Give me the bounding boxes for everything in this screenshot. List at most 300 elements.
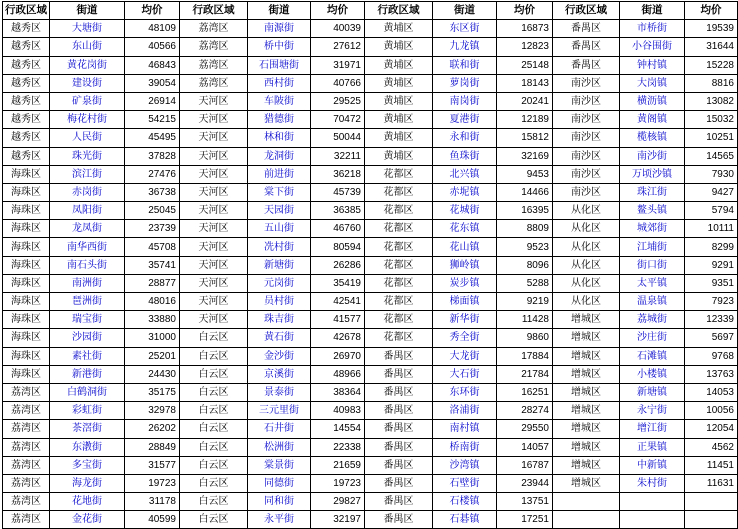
price-cell[interactable]: 14057 [497,438,553,456]
district-cell[interactable]: 海珠区 [3,202,50,220]
price-cell[interactable]: 15228 [685,56,738,74]
district-cell[interactable]: 增城区 [553,402,620,420]
district-cell[interactable]: 荔湾区 [3,402,50,420]
price-cell[interactable]: 45495 [125,129,180,147]
price-cell[interactable]: 31577 [125,456,180,474]
district-cell[interactable]: 花都区 [365,293,433,311]
price-cell[interactable]: 16787 [497,456,553,474]
district-cell[interactable]: 越秀区 [3,38,50,56]
street-cell[interactable]: 猎德街 [248,111,311,129]
price-cell[interactable]: 27612 [311,38,365,56]
street-cell[interactable]: 赤岗街 [50,183,125,201]
street-cell[interactable]: 新港街 [50,365,125,383]
street-cell[interactable]: 彩虹街 [50,402,125,420]
district-cell[interactable]: 越秀区 [3,111,50,129]
district-cell[interactable]: 从化区 [553,293,620,311]
street-cell[interactable]: 大龙街 [433,347,497,365]
street-cell[interactable]: 棠下街 [248,183,311,201]
street-cell[interactable]: 五山街 [248,220,311,238]
price-cell[interactable]: 7923 [685,293,738,311]
district-cell[interactable]: 从化区 [553,202,620,220]
district-cell[interactable]: 增城区 [553,383,620,401]
price-cell[interactable]: 13763 [685,365,738,383]
district-cell[interactable]: 花都区 [365,311,433,329]
district-cell[interactable]: 番禺区 [365,456,433,474]
price-cell[interactable]: 10111 [685,220,738,238]
street-cell[interactable]: 新塘镇 [620,383,685,401]
street-cell[interactable]: 海龙街 [50,474,125,492]
price-cell[interactable]: 54215 [125,111,180,129]
district-cell[interactable]: 越秀区 [3,74,50,92]
district-cell[interactable]: 荔湾区 [180,74,248,92]
district-cell[interactable]: 花都区 [365,238,433,256]
street-cell[interactable]: 秀全街 [433,329,497,347]
street-cell[interactable]: 花地街 [50,493,125,511]
price-cell[interactable]: 31000 [125,329,180,347]
district-cell[interactable]: 天河区 [180,293,248,311]
district-cell[interactable]: 白云区 [180,347,248,365]
price-cell[interactable]: 11451 [685,456,738,474]
price-cell[interactable]: 31971 [311,56,365,74]
street-cell[interactable]: 石滩镇 [620,347,685,365]
street-cell[interactable]: 北兴镇 [433,165,497,183]
street-cell[interactable]: 江埔街 [620,238,685,256]
district-cell[interactable]: 海珠区 [3,256,50,274]
price-cell[interactable]: 25201 [125,347,180,365]
column-header[interactable]: 行政区域 [365,2,433,20]
street-cell[interactable]: 元岗街 [248,274,311,292]
district-cell[interactable]: 越秀区 [3,129,50,147]
district-cell[interactable]: 白云区 [180,329,248,347]
street-cell[interactable]: 珠吉街 [248,311,311,329]
district-cell[interactable]: 白云区 [180,420,248,438]
district-cell[interactable]: 番禺区 [553,38,620,56]
street-cell[interactable]: 矿泉街 [50,92,125,110]
district-cell[interactable] [553,493,620,511]
district-cell[interactable]: 花都区 [365,256,433,274]
street-cell[interactable] [620,511,685,529]
price-cell[interactable]: 48966 [311,365,365,383]
price-cell[interactable]: 9351 [685,274,738,292]
district-cell[interactable]: 从化区 [553,274,620,292]
street-cell[interactable]: 新塘街 [248,256,311,274]
street-cell[interactable]: 石楼镇 [433,493,497,511]
district-cell[interactable]: 南沙区 [553,111,620,129]
price-cell[interactable]: 9219 [497,293,553,311]
street-cell[interactable]: 金沙街 [248,347,311,365]
price-cell[interactable]: 42678 [311,329,365,347]
street-cell[interactable]: 朱村街 [620,474,685,492]
price-cell[interactable]: 26202 [125,420,180,438]
street-cell[interactable]: 中新镇 [620,456,685,474]
district-cell[interactable]: 天河区 [180,274,248,292]
district-cell[interactable]: 花都区 [365,183,433,201]
price-cell[interactable]: 36738 [125,183,180,201]
district-cell[interactable]: 花都区 [365,220,433,238]
district-cell[interactable]: 荔湾区 [180,38,248,56]
district-cell[interactable]: 海珠区 [3,311,50,329]
district-cell[interactable]: 番禺区 [365,365,433,383]
price-cell[interactable]: 17884 [497,347,553,365]
price-cell[interactable]: 8299 [685,238,738,256]
column-header[interactable]: 街道 [248,2,311,20]
street-cell[interactable]: 花东镇 [433,220,497,238]
district-cell[interactable]: 白云区 [180,511,248,529]
price-cell[interactable]: 26970 [311,347,365,365]
district-cell[interactable]: 天河区 [180,256,248,274]
district-cell[interactable]: 海珠区 [3,329,50,347]
price-cell[interactable]: 13082 [685,92,738,110]
district-cell[interactable]: 白云区 [180,456,248,474]
price-cell[interactable]: 39054 [125,74,180,92]
district-cell[interactable]: 番禺区 [365,383,433,401]
district-cell[interactable]: 南沙区 [553,147,620,165]
street-cell[interactable]: 车陂街 [248,92,311,110]
column-header[interactable]: 均价 [685,2,738,20]
price-cell[interactable]: 32978 [125,402,180,420]
street-cell[interactable]: 黄阁镇 [620,111,685,129]
street-cell[interactable]: 石壁街 [433,474,497,492]
district-cell[interactable]: 番禺区 [365,438,433,456]
street-cell[interactable]: 横沥镇 [620,92,685,110]
district-cell[interactable]: 黄埔区 [365,111,433,129]
street-cell[interactable]: 南沙街 [620,147,685,165]
price-cell[interactable]: 36385 [311,202,365,220]
street-cell[interactable]: 沙庄街 [620,329,685,347]
district-cell[interactable]: 增城区 [553,311,620,329]
street-cell[interactable]: 永平街 [248,511,311,529]
price-cell[interactable]: 8816 [685,74,738,92]
district-cell[interactable]: 越秀区 [3,147,50,165]
district-cell[interactable]: 番禺区 [365,402,433,420]
street-cell[interactable]: 梅花村街 [50,111,125,129]
street-cell[interactable]: 南华西街 [50,238,125,256]
price-cell[interactable]: 4562 [685,438,738,456]
district-cell[interactable]: 天河区 [180,147,248,165]
price-cell[interactable]: 19539 [685,20,738,38]
street-cell[interactable]: 建设街 [50,74,125,92]
price-cell[interactable]: 12339 [685,311,738,329]
price-cell[interactable]: 46760 [311,220,365,238]
price-cell[interactable]: 37828 [125,147,180,165]
street-cell[interactable]: 滨江街 [50,165,125,183]
street-cell[interactable]: 林和街 [248,129,311,147]
price-cell[interactable]: 31644 [685,38,738,56]
price-cell[interactable]: 40983 [311,402,365,420]
price-cell[interactable]: 40599 [125,511,180,529]
price-cell[interactable]: 14565 [685,147,738,165]
price-cell[interactable]: 17251 [497,511,553,529]
street-cell[interactable]: 同德街 [248,474,311,492]
district-cell[interactable]: 增城区 [553,365,620,383]
district-cell[interactable]: 荔湾区 [3,456,50,474]
street-cell[interactable]: 小楼镇 [620,365,685,383]
price-cell[interactable]: 8096 [497,256,553,274]
district-cell[interactable]: 增城区 [553,420,620,438]
street-cell[interactable]: 万顷沙镇 [620,165,685,183]
district-cell[interactable]: 海珠区 [3,347,50,365]
price-cell[interactable]: 16395 [497,202,553,220]
street-cell[interactable]: 夏港街 [433,111,497,129]
price-cell[interactable]: 29525 [311,92,365,110]
price-cell[interactable]: 29827 [311,493,365,511]
street-cell[interactable]: 城郊街 [620,220,685,238]
district-cell[interactable]: 白云区 [180,383,248,401]
district-cell[interactable]: 南沙区 [553,74,620,92]
street-cell[interactable]: 小谷围街 [620,38,685,56]
district-cell[interactable]: 从化区 [553,220,620,238]
district-cell[interactable]: 番禺区 [365,493,433,511]
street-cell[interactable]: 黄石街 [248,329,311,347]
street-cell[interactable]: 瑞宝街 [50,311,125,329]
street-cell[interactable]: 太平镇 [620,274,685,292]
street-cell[interactable]: 沙湾镇 [433,456,497,474]
district-cell[interactable]: 天河区 [180,220,248,238]
district-cell[interactable]: 番禺区 [365,511,433,529]
street-cell[interactable]: 白鹤洞街 [50,383,125,401]
price-cell[interactable]: 11631 [685,474,738,492]
price-cell[interactable]: 5697 [685,329,738,347]
district-cell[interactable]: 黄埔区 [365,147,433,165]
street-cell[interactable]: 南石头街 [50,256,125,274]
street-cell[interactable]: 石碁镇 [433,511,497,529]
street-cell[interactable]: 洛浦街 [433,402,497,420]
column-header[interactable]: 街道 [50,2,125,20]
price-cell[interactable]: 70472 [311,111,365,129]
district-cell[interactable]: 增城区 [553,474,620,492]
district-cell[interactable]: 番禺区 [553,56,620,74]
price-cell[interactable]: 41577 [311,311,365,329]
price-cell[interactable]: 9427 [685,183,738,201]
price-cell[interactable]: 28274 [497,402,553,420]
street-cell[interactable]: 人民街 [50,129,125,147]
street-cell[interactable]: 街口街 [620,256,685,274]
street-cell[interactable]: 大石街 [433,365,497,383]
street-cell[interactable]: 九龙镇 [433,38,497,56]
street-cell[interactable]: 东环街 [433,383,497,401]
district-cell[interactable]: 海珠区 [3,183,50,201]
price-cell[interactable] [685,493,738,511]
district-cell[interactable]: 荔湾区 [3,438,50,456]
district-cell[interactable]: 天河区 [180,238,248,256]
street-cell[interactable]: 珠光街 [50,147,125,165]
price-cell[interactable] [685,511,738,529]
price-cell[interactable]: 22338 [311,438,365,456]
district-cell[interactable]: 天河区 [180,165,248,183]
district-cell[interactable]: 增城区 [553,438,620,456]
district-cell[interactable]: 番禺区 [553,20,620,38]
street-cell[interactable]: 花城街 [433,202,497,220]
price-cell[interactable]: 28877 [125,274,180,292]
district-cell[interactable]: 番禺区 [365,474,433,492]
street-cell[interactable]: 素社街 [50,347,125,365]
price-cell[interactable]: 46843 [125,56,180,74]
street-cell[interactable]: 赤坭镇 [433,183,497,201]
district-cell[interactable]: 越秀区 [3,92,50,110]
district-cell[interactable]: 海珠区 [3,238,50,256]
street-cell[interactable]: 同和街 [248,493,311,511]
street-cell[interactable]: 茶滘街 [50,420,125,438]
district-cell[interactable]: 荔湾区 [3,383,50,401]
district-cell[interactable]: 天河区 [180,202,248,220]
district-cell[interactable]: 荔湾区 [180,20,248,38]
price-cell[interactable]: 45739 [311,183,365,201]
column-header[interactable]: 行政区域 [553,2,620,20]
district-cell[interactable]: 白云区 [180,438,248,456]
district-cell[interactable]: 南沙区 [553,92,620,110]
price-cell[interactable]: 45708 [125,238,180,256]
district-cell[interactable]: 荔湾区 [180,56,248,74]
district-cell[interactable]: 南沙区 [553,183,620,201]
price-cell[interactable]: 40566 [125,38,180,56]
district-cell[interactable] [553,511,620,529]
district-cell[interactable]: 越秀区 [3,56,50,74]
price-cell[interactable]: 5794 [685,202,738,220]
price-cell[interactable]: 32211 [311,147,365,165]
street-cell[interactable]: 珠江街 [620,183,685,201]
street-cell[interactable]: 新华街 [433,311,497,329]
column-header[interactable]: 行政区域 [3,2,50,20]
district-cell[interactable]: 海珠区 [3,365,50,383]
street-cell[interactable]: 沙园街 [50,329,125,347]
price-cell[interactable]: 15032 [685,111,738,129]
price-cell[interactable]: 18143 [497,74,553,92]
price-cell[interactable]: 48016 [125,293,180,311]
price-cell[interactable]: 48109 [125,20,180,38]
price-cell[interactable]: 9523 [497,238,553,256]
price-cell[interactable]: 29550 [497,420,553,438]
street-cell[interactable]: 凤阳街 [50,202,125,220]
column-header[interactable]: 行政区域 [180,2,248,20]
price-cell[interactable]: 21659 [311,456,365,474]
street-cell[interactable]: 松洲街 [248,438,311,456]
street-cell[interactable]: 大塘街 [50,20,125,38]
price-cell[interactable]: 23944 [497,474,553,492]
street-cell[interactable]: 南洲街 [50,274,125,292]
district-cell[interactable]: 黄埔区 [365,74,433,92]
district-cell[interactable]: 荔湾区 [3,474,50,492]
price-cell[interactable]: 35175 [125,383,180,401]
price-cell[interactable]: 35419 [311,274,365,292]
price-cell[interactable]: 21784 [497,365,553,383]
price-cell[interactable]: 25045 [125,202,180,220]
street-cell[interactable]: 东漖街 [50,438,125,456]
column-header[interactable]: 均价 [125,2,180,20]
district-cell[interactable]: 番禺区 [365,420,433,438]
column-header[interactable]: 街道 [620,2,685,20]
price-cell[interactable]: 12189 [497,111,553,129]
district-cell[interactable]: 荔湾区 [3,420,50,438]
street-cell[interactable]: 东山街 [50,38,125,56]
price-cell[interactable]: 9291 [685,256,738,274]
street-cell[interactable]: 南源街 [248,20,311,38]
street-cell[interactable]: 前进街 [248,165,311,183]
street-cell[interactable]: 荔城街 [620,311,685,329]
price-cell[interactable]: 16873 [497,20,553,38]
street-cell[interactable]: 桥中街 [248,38,311,56]
price-cell[interactable]: 33880 [125,311,180,329]
district-cell[interactable]: 番禺区 [365,347,433,365]
price-cell[interactable]: 26286 [311,256,365,274]
street-cell[interactable]: 榄核镇 [620,129,685,147]
price-cell[interactable]: 23739 [125,220,180,238]
street-cell[interactable]: 鳌头镇 [620,202,685,220]
street-cell[interactable]: 狮岭镇 [433,256,497,274]
district-cell[interactable]: 花都区 [365,329,433,347]
price-cell[interactable]: 31178 [125,493,180,511]
street-cell[interactable]: 永宁街 [620,402,685,420]
price-cell[interactable]: 28849 [125,438,180,456]
street-cell[interactable]: 琶洲街 [50,293,125,311]
price-cell[interactable]: 10251 [685,129,738,147]
price-cell[interactable]: 42541 [311,293,365,311]
price-cell[interactable]: 20241 [497,92,553,110]
district-cell[interactable]: 海珠区 [3,220,50,238]
price-cell[interactable]: 26914 [125,92,180,110]
price-cell[interactable]: 40766 [311,74,365,92]
street-cell[interactable]: 东区街 [433,20,497,38]
price-cell[interactable]: 12823 [497,38,553,56]
price-cell[interactable]: 14554 [311,420,365,438]
price-cell[interactable]: 36218 [311,165,365,183]
district-cell[interactable]: 增城区 [553,347,620,365]
price-cell[interactable]: 38364 [311,383,365,401]
district-cell[interactable]: 白云区 [180,365,248,383]
district-cell[interactable]: 增城区 [553,329,620,347]
street-cell[interactable]: 钟村镇 [620,56,685,74]
street-cell[interactable]: 天园街 [248,202,311,220]
district-cell[interactable]: 白云区 [180,402,248,420]
street-cell[interactable]: 多宝街 [50,456,125,474]
street-cell[interactable]: 大岗镇 [620,74,685,92]
district-cell[interactable]: 海珠区 [3,274,50,292]
street-cell[interactable]: 棠景街 [248,456,311,474]
street-cell[interactable]: 市桥街 [620,20,685,38]
street-cell[interactable]: 景泰街 [248,383,311,401]
street-cell[interactable]: 萝岗街 [433,74,497,92]
price-cell[interactable]: 16251 [497,383,553,401]
street-cell[interactable]: 温泉镇 [620,293,685,311]
district-cell[interactable]: 黄埔区 [365,56,433,74]
street-cell[interactable]: 梯面镇 [433,293,497,311]
price-cell[interactable]: 12054 [685,420,738,438]
price-cell[interactable]: 9453 [497,165,553,183]
price-cell[interactable]: 25148 [497,56,553,74]
street-cell[interactable] [620,493,685,511]
street-cell[interactable]: 永和街 [433,129,497,147]
district-cell[interactable]: 白云区 [180,493,248,511]
price-cell[interactable]: 15812 [497,129,553,147]
street-cell[interactable]: 冼村街 [248,238,311,256]
street-cell[interactable]: 炭步镇 [433,274,497,292]
district-cell[interactable]: 花都区 [365,202,433,220]
street-cell[interactable]: 三元里街 [248,402,311,420]
street-cell[interactable]: 龙洞街 [248,147,311,165]
district-cell[interactable]: 白云区 [180,474,248,492]
price-cell[interactable]: 10056 [685,402,738,420]
price-cell[interactable]: 50044 [311,129,365,147]
street-cell[interactable]: 增江街 [620,420,685,438]
column-header[interactable]: 均价 [311,2,365,20]
price-cell[interactable]: 9768 [685,347,738,365]
street-cell[interactable]: 石井街 [248,420,311,438]
district-cell[interactable]: 花都区 [365,274,433,292]
price-cell[interactable]: 27476 [125,165,180,183]
district-cell[interactable]: 海珠区 [3,165,50,183]
district-cell[interactable]: 天河区 [180,183,248,201]
price-cell[interactable]: 19723 [125,474,180,492]
district-cell[interactable]: 南沙区 [553,129,620,147]
